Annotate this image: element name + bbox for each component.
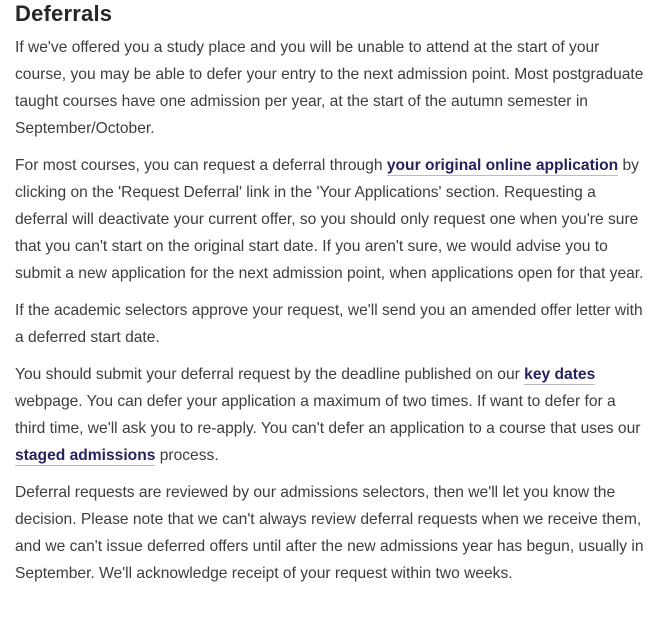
key-dates-link[interactable]: key dates [524, 366, 596, 383]
paragraph-text: You should submit your deferral request by the deadline published on our [15, 366, 525, 383]
original-online-application-link[interactable]: your original online application [386, 157, 619, 174]
paragraph-text: For most courses, you can request a deferral through [15, 157, 387, 174]
staged-admissions-link[interactable]: staged admissions [15, 447, 156, 464]
paragraph-text: process. [155, 447, 219, 464]
section-heading: Deferrals [15, 1, 113, 26]
paragraph-approval: If the academic selectors approve your request, we'll send you an amended offer letter with a deferred start date. [15, 302, 643, 346]
paragraph-deadline [15, 361, 648, 469]
paragraph-intro: If we've offered you a study place and you will be unable to attend at the start of your course, you may be able to defer your entry to the next admission point. Most postgraduate taught courses have one admission per year, at the start of the autumn semester in September/October. [15, 39, 644, 137]
paragraph-how-to-request [15, 152, 648, 287]
paragraph-text: webpage. You can defer your application a maximum of two times. If want to defer for a third time, we'll ask you to re-apply. You can't defer an application to a course that uses our [15, 393, 641, 437]
paragraph-text: by clicking on the 'Request Deferral' link in the 'Your Applications' section. Requesting a deferral will deactivate your current offer, so you should only request one when you're sure that you can't start on the original start date. If you aren't sure, we would advise you to submit a new application for the next admission point, when applications open for that year. [15, 157, 644, 282]
paragraph-review: Deferral requests are reviewed by our admissions selectors, then we'll let you know the decision. Please note that we can't always review deferral requests when we receive them, and we can't issue deferred offers until after the new admissions year has begun, usually in September. We'll acknowledge receipt of your request within two weeks. [15, 484, 644, 582]
